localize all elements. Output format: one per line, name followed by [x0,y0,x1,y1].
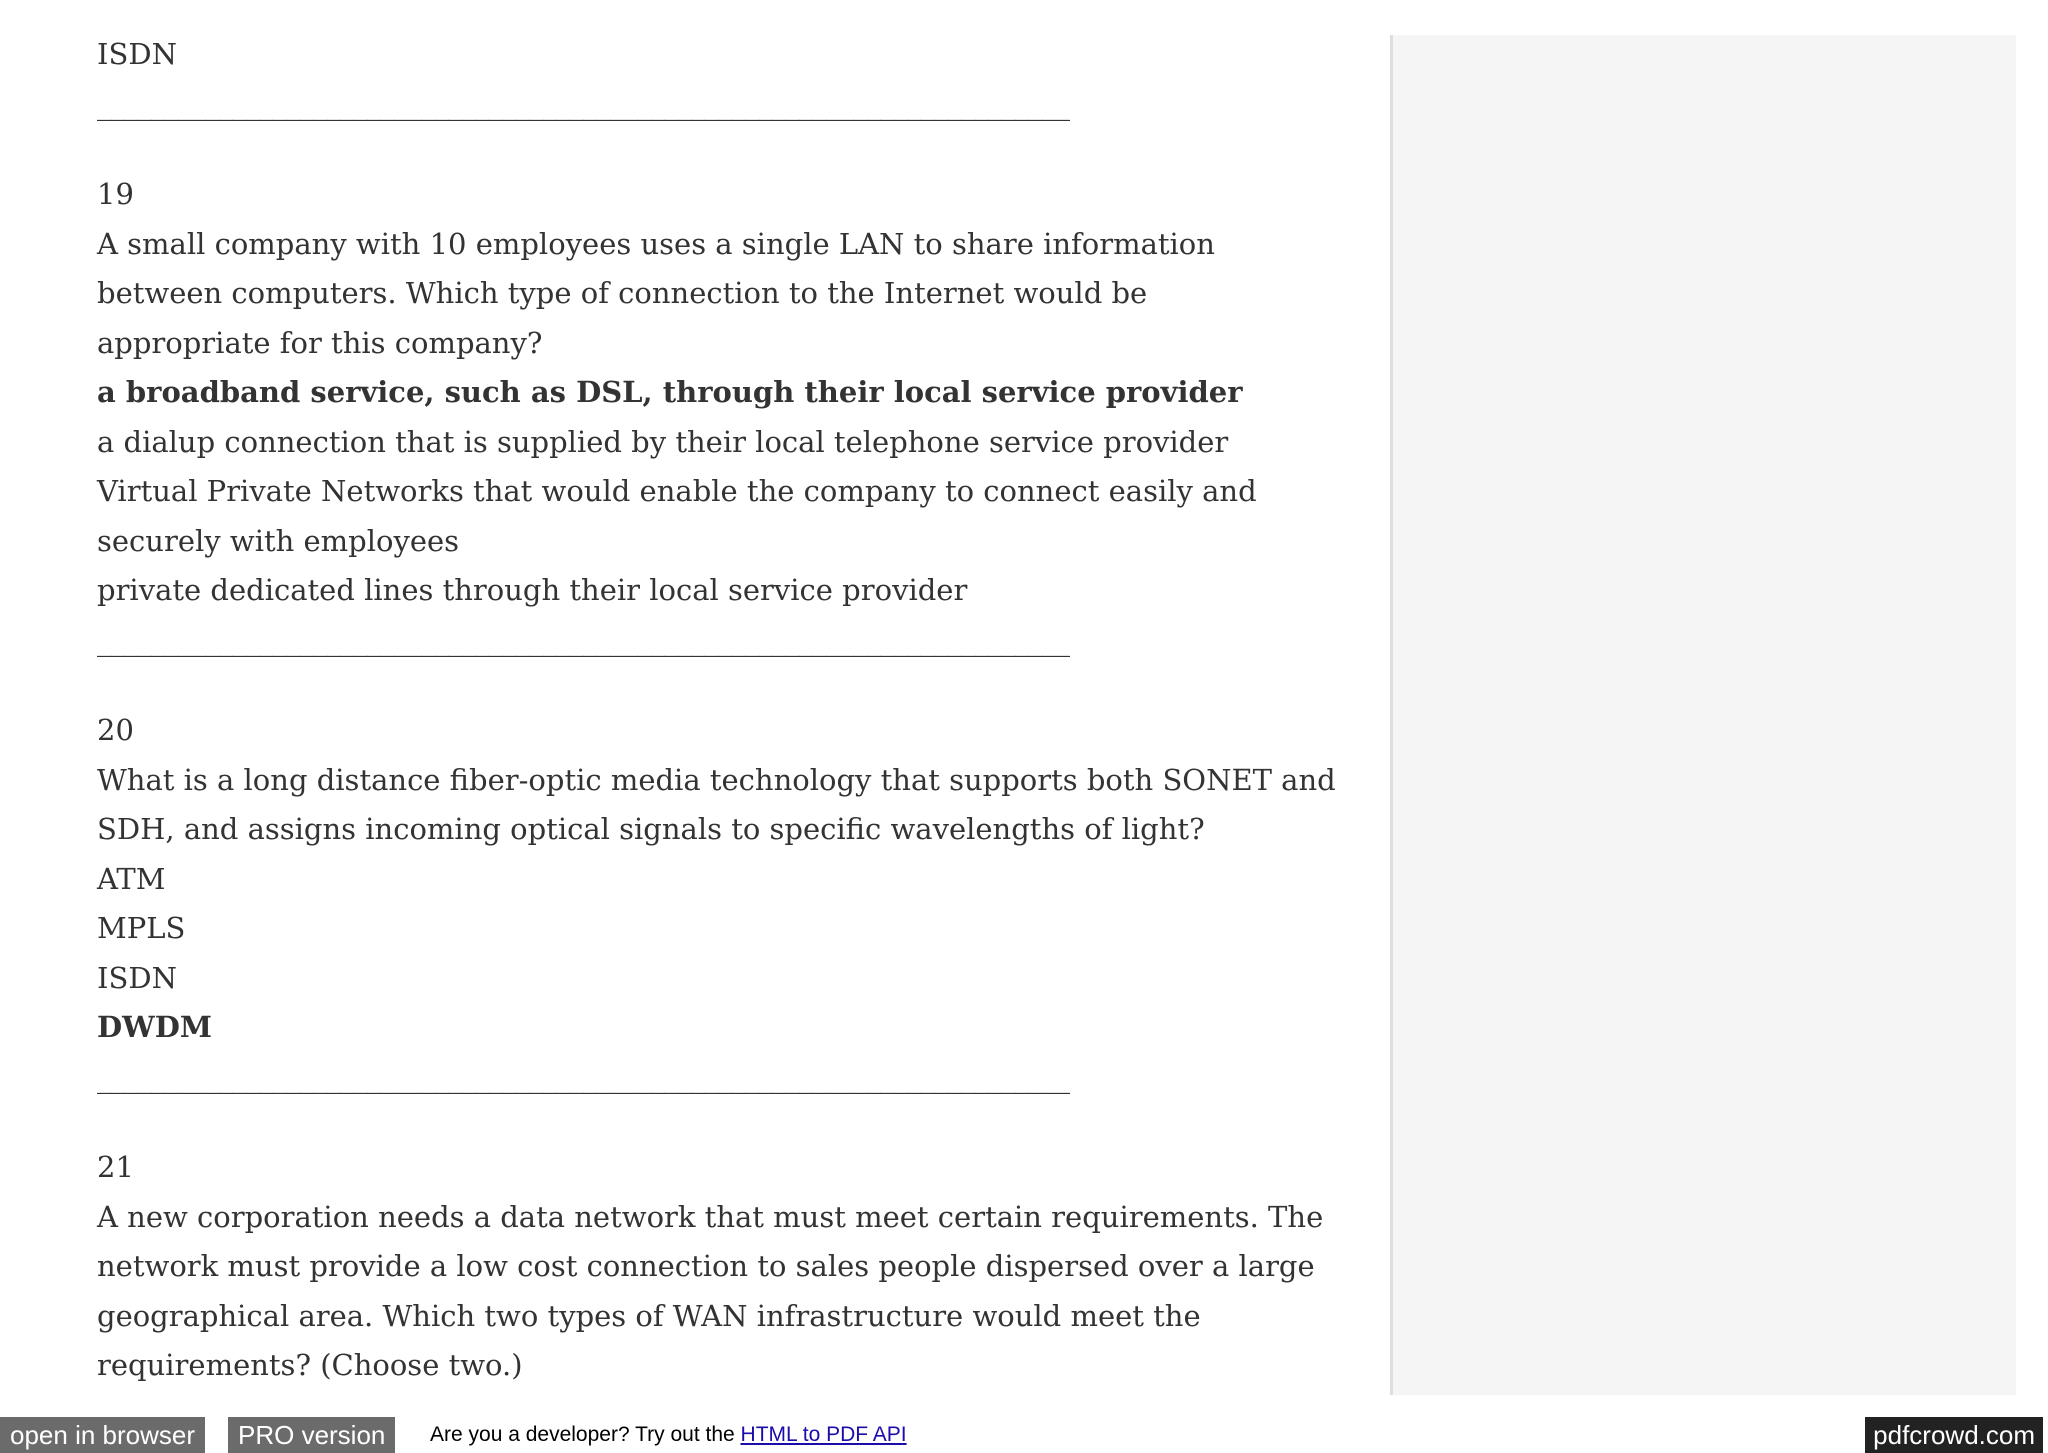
document-content [97,30,1345,1391]
question-number: 21 [97,1150,134,1184]
question-text: A small company with 10 employees uses a single LAN to share information between computers. Which type of connection to the Internet would be appropriate for this company? [97,226,1225,360]
open-in-browser-button[interactable]: open in browser [0,1417,208,1453]
question-20 [97,706,1345,1053]
separator: ________________________________________________________________________ [97,1059,1069,1094]
question-text: What is a long distance fiber-optic media technology that supports both SONET and SDH, and assigns incoming optical signals to specific wavelengths of light? [97,762,1345,846]
question-number: 19 [97,177,134,211]
option: Virtual Private Networks that would enable the company to connect easily and securely with employees [97,474,1266,558]
question-19 [97,170,1337,616]
option: private dedicated lines through their local service provider [97,573,968,607]
question-number: 20 [97,713,134,747]
developer-promo [430,1417,907,1453]
question-text: A new corporation needs a data network that must meet certain requirements. The network must provide a low cost connection to sales people dispersed over a large geographical area. Which two types of WAN infrastructure would meet the requirements? (Choose two.) [97,1199,1333,1382]
pdfcrowd-logo[interactable]: pdfcrowd.com [1865,1417,2043,1453]
separator: ________________________________________________________________________ [97,622,1069,657]
separator: ________________________________________________________________________ [97,86,1069,121]
option: MPLS [97,911,186,945]
pdf-footer-bar [0,1417,2048,1453]
option-correct: a broadband service, such as DSL, through their local service provider [97,375,1243,409]
sidebar-panel [1390,35,2016,1395]
question-21 [97,1143,1337,1391]
prev-option: ISDN [97,37,177,71]
html-to-pdf-api-link[interactable]: HTML to PDF API [740,1423,907,1446]
option-correct: DWDM [97,1010,212,1044]
option: ATM [97,861,166,896]
option: a dialup connection that is supplied by their local telephone service provider [97,424,1229,459]
pro-version-button[interactable]: PRO version [228,1417,395,1453]
option: ISDN [97,960,177,995]
developer-promo-text: Are you a developer? Try out the [430,1423,741,1446]
